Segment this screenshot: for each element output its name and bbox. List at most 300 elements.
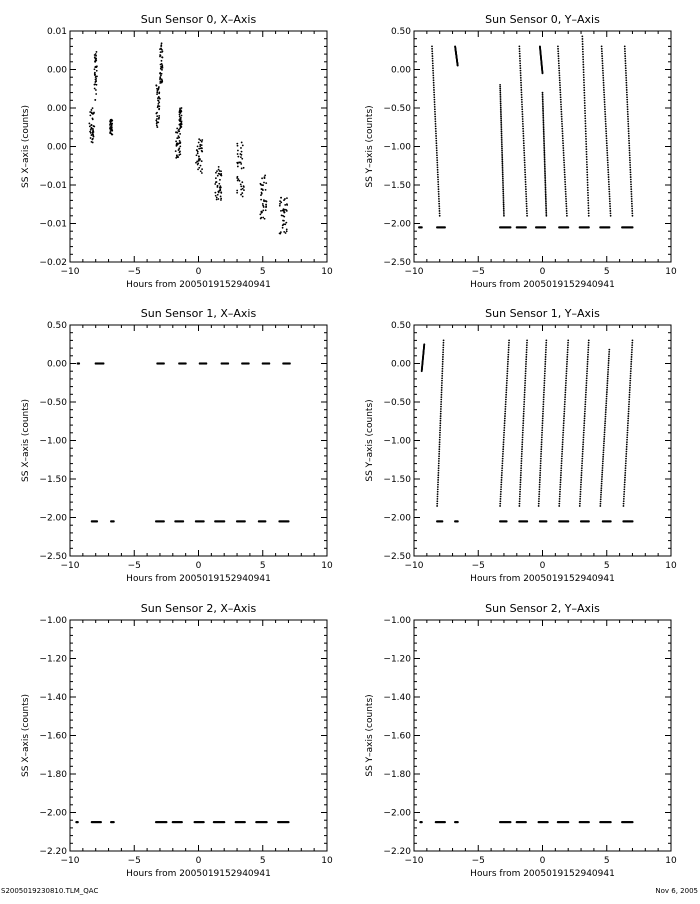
data-point [441, 370, 443, 372]
data-point [603, 96, 605, 98]
data-point [520, 79, 522, 81]
data-point [600, 496, 602, 498]
data-point [561, 453, 563, 455]
y-axis-label: SS Y–axis (counts) [365, 105, 375, 188]
data-point [588, 342, 590, 344]
y-tick-label: −2.50 [383, 258, 411, 268]
data-point [603, 438, 605, 440]
data-point [179, 114, 181, 116]
data-point [608, 353, 610, 355]
data-point [525, 198, 527, 200]
data-point [438, 208, 440, 210]
data-point [627, 118, 629, 120]
data-point [586, 166, 588, 168]
data-point [282, 227, 284, 229]
data-point [500, 491, 502, 493]
data-point [501, 134, 503, 136]
data-point [542, 403, 544, 405]
data-point [584, 403, 586, 405]
data-point [260, 217, 262, 219]
data-point [266, 201, 268, 203]
data-point [501, 136, 503, 138]
data-point [558, 503, 560, 505]
data-point [545, 189, 547, 191]
data-point [604, 418, 606, 420]
data-point [562, 441, 564, 443]
data-point [602, 72, 604, 74]
data-point [500, 97, 502, 99]
data-point [630, 179, 632, 181]
data-point [627, 420, 629, 422]
data-point [244, 821, 246, 823]
data-point [584, 418, 586, 420]
data-point [545, 356, 547, 358]
data-point [432, 60, 434, 62]
data-point [565, 380, 567, 382]
x-axis-label: Hours from 2005019152940941 [126, 574, 271, 584]
data-point [500, 120, 502, 122]
data-point [606, 152, 608, 154]
data-point [602, 458, 604, 460]
data-point [566, 358, 568, 360]
data-point [434, 104, 436, 106]
data-point [241, 151, 243, 153]
data-point [519, 503, 521, 505]
data-point [542, 104, 544, 106]
data-point [91, 124, 93, 126]
data-point [583, 79, 585, 81]
data-point [242, 196, 244, 198]
data-point [261, 177, 263, 179]
data-point [543, 127, 545, 129]
data-point [500, 127, 502, 129]
data-point [628, 140, 630, 142]
data-point [606, 150, 608, 152]
data-point [541, 439, 543, 441]
data-point [440, 415, 442, 417]
data-point [435, 125, 437, 127]
data-point [432, 55, 434, 57]
data-point [582, 453, 584, 455]
data-point [203, 520, 205, 522]
data-point [262, 203, 264, 205]
data-point [237, 145, 239, 147]
data-point [182, 520, 184, 522]
data-point [522, 133, 524, 135]
data-point [94, 99, 96, 101]
data-point [584, 105, 586, 107]
data-point [630, 368, 632, 370]
data-point [523, 401, 525, 403]
data-point [603, 79, 605, 81]
data-point [625, 467, 627, 469]
x-tick-label: 0 [539, 267, 546, 277]
data-point [113, 821, 115, 823]
data-point [583, 87, 585, 89]
data-point [586, 176, 588, 178]
data-point [559, 493, 561, 495]
data-point [504, 415, 506, 417]
data-point [220, 198, 222, 200]
data-point [584, 410, 586, 412]
data-point [545, 208, 547, 210]
data-point [561, 128, 563, 130]
data-point [443, 340, 445, 342]
data-point [440, 418, 442, 420]
data-point [542, 410, 544, 412]
data-point [586, 161, 588, 163]
data-point [439, 215, 441, 217]
data-point [625, 453, 627, 455]
data-point [214, 192, 216, 194]
data-point [587, 197, 589, 199]
data-point [178, 154, 180, 156]
data-point [158, 87, 160, 89]
data-point [607, 378, 609, 380]
data-point [580, 477, 582, 479]
data-point [557, 48, 559, 50]
data-point [199, 145, 201, 147]
data-point [631, 821, 633, 823]
data-point [500, 95, 502, 97]
data-point [566, 370, 568, 372]
data-point [438, 188, 440, 190]
data-point [502, 453, 504, 455]
data-point [178, 130, 180, 132]
data-point [240, 186, 242, 188]
x-tick-label: −5 [471, 561, 485, 571]
data-point [436, 500, 438, 502]
data-point [582, 444, 584, 446]
data-point [175, 140, 177, 142]
data-point [522, 128, 524, 130]
data-point [437, 479, 439, 481]
data-point [545, 344, 547, 346]
y-tick-label: −1.50 [383, 475, 411, 485]
data-point [543, 129, 545, 131]
data-point [241, 192, 243, 194]
data-point [435, 128, 437, 130]
data-point [583, 92, 585, 94]
data-point [433, 96, 435, 98]
data-point [560, 470, 562, 472]
data-point [628, 147, 630, 149]
data-point [439, 434, 441, 436]
data-point [434, 106, 436, 108]
data-point [505, 396, 507, 398]
data-point [526, 205, 528, 207]
data-point [626, 436, 628, 438]
y-tick-label: −1.40 [383, 693, 411, 703]
y-axis-label: SS Y–axis (counts) [365, 399, 375, 482]
data-point [607, 171, 609, 173]
data-point [283, 223, 285, 225]
data-point [442, 368, 444, 370]
data-point [603, 89, 605, 91]
data-point [504, 410, 506, 412]
data-point [201, 147, 203, 149]
y-tick-label: −1.00 [383, 436, 411, 447]
data-point [624, 481, 626, 483]
data-point [201, 168, 203, 170]
data-point [623, 493, 625, 495]
data-point [219, 187, 221, 189]
data-point [506, 384, 508, 386]
data-point [565, 387, 567, 389]
data-point [608, 226, 610, 228]
data-point [508, 344, 510, 346]
data-point [539, 479, 541, 481]
data-point [215, 195, 217, 197]
data-point [502, 191, 504, 193]
data-point [110, 133, 112, 135]
data-point [439, 212, 441, 214]
data-point [525, 186, 527, 188]
data-point [543, 401, 545, 403]
data-point [176, 145, 178, 147]
data-point [521, 453, 523, 455]
data-point [521, 108, 523, 110]
data-point [540, 455, 542, 457]
data-point [435, 135, 437, 137]
data-point [579, 500, 581, 502]
data-point [580, 493, 582, 495]
data-point [159, 82, 161, 84]
data-point [457, 821, 459, 823]
data-point [524, 159, 526, 161]
data-point [582, 38, 584, 40]
data-point [215, 181, 217, 183]
data-point [100, 821, 102, 823]
data-point [541, 436, 543, 438]
data-point [543, 152, 545, 154]
data-point [604, 113, 606, 115]
data-point [501, 157, 503, 159]
y-axis-label: SS X–axis (counts) [21, 399, 31, 482]
data-point [523, 399, 525, 401]
data-point [542, 106, 544, 108]
data-point [564, 396, 566, 398]
data-point [522, 420, 524, 422]
data-point [525, 363, 527, 365]
y-axis-label: SS X–axis (counts) [21, 694, 31, 777]
data-point [155, 113, 157, 115]
data-point [524, 389, 526, 391]
data-point [264, 218, 266, 220]
data-point [623, 491, 625, 493]
data-point [586, 370, 588, 372]
data-point [630, 370, 632, 372]
data-point [541, 432, 543, 434]
y-tick-label: −0.02 [39, 258, 67, 268]
data-point [440, 396, 442, 398]
data-point [588, 520, 590, 522]
data-point [435, 123, 437, 125]
data-point [540, 458, 542, 460]
data-point [542, 101, 544, 103]
data-point [523, 408, 525, 410]
data-point [539, 484, 541, 486]
data-point [544, 173, 546, 175]
data-point [609, 208, 611, 210]
data-point [562, 434, 564, 436]
data-point [438, 455, 440, 457]
data-point [502, 168, 504, 170]
data-point [243, 185, 245, 187]
data-point [542, 102, 544, 104]
data-point [560, 101, 562, 103]
data-point [565, 384, 567, 386]
data-point [567, 354, 569, 356]
data-point [522, 121, 524, 123]
data-point [625, 462, 627, 464]
data-point [434, 113, 436, 115]
data-point [519, 67, 521, 69]
data-point [96, 84, 98, 86]
data-point [608, 364, 610, 366]
data-point [519, 484, 521, 486]
data-point [260, 199, 262, 201]
data-point [280, 210, 282, 212]
data-point [586, 169, 588, 171]
data-point [286, 229, 288, 231]
data-point [624, 486, 626, 488]
data-point [631, 520, 633, 522]
data-point [539, 477, 541, 479]
data-point [286, 230, 288, 232]
data-point [431, 48, 433, 50]
chart-title: Sun Sensor 0, X–Axis [140, 13, 257, 26]
data-point [625, 455, 627, 457]
data-point [521, 458, 523, 460]
data-point [545, 520, 547, 522]
data-point [240, 161, 242, 163]
data-point [585, 130, 587, 132]
data-point [433, 87, 435, 89]
data-point [545, 358, 547, 360]
x-tick-label: −5 [127, 561, 141, 571]
data-point [543, 123, 545, 125]
data-point [565, 188, 567, 190]
data-point [604, 104, 606, 106]
data-point [503, 213, 505, 215]
data-point [159, 76, 161, 78]
data-point [504, 418, 506, 420]
data-point [562, 142, 564, 144]
data-point [91, 139, 93, 141]
data-point [501, 151, 503, 153]
data-point [601, 50, 603, 52]
x-tick-label: 5 [259, 561, 266, 571]
data-point [237, 163, 239, 165]
data-point [522, 116, 524, 118]
data-point [582, 451, 584, 453]
data-point [610, 520, 612, 522]
data-point [500, 105, 502, 107]
data-point [602, 467, 604, 469]
data-point [630, 183, 632, 185]
data-point [543, 125, 545, 127]
data-point [432, 67, 434, 69]
data-point [544, 380, 546, 382]
data-point [520, 481, 522, 483]
data-point [439, 436, 441, 438]
data-point [544, 174, 546, 176]
data-point [624, 484, 626, 486]
data-point [560, 108, 562, 110]
y-tick-label: 0.50 [390, 27, 411, 37]
data-point [519, 48, 521, 50]
data-point [440, 408, 442, 410]
data-point [442, 366, 444, 368]
data-point [260, 211, 262, 213]
data-point [501, 155, 503, 157]
data-point [524, 394, 526, 396]
data-point [545, 206, 547, 208]
data-point [435, 140, 437, 142]
data-point [442, 358, 444, 360]
data-point [499, 84, 501, 86]
data-point [629, 150, 631, 152]
x-axis-label: Hours from 2005019152940941 [470, 280, 615, 290]
data-point [500, 106, 502, 108]
data-point [542, 408, 544, 410]
data-point [563, 415, 565, 417]
data-point [585, 135, 587, 137]
data-point [524, 384, 526, 386]
data-point [631, 205, 633, 207]
data-point [558, 60, 560, 62]
data-point [564, 183, 566, 185]
data-point [95, 76, 97, 78]
data-point [265, 189, 267, 191]
data-point [525, 356, 527, 358]
data-point [158, 100, 160, 102]
data-point [601, 478, 603, 480]
data-point [541, 444, 543, 446]
data-point [524, 380, 526, 382]
data-point [560, 472, 562, 474]
data-point [631, 356, 633, 358]
data-point [559, 486, 561, 488]
data-point [178, 149, 180, 151]
data-point [630, 181, 632, 183]
data-point [580, 479, 582, 481]
data-point [605, 407, 607, 409]
data-point [499, 86, 501, 88]
y-tick-label: −1.50 [383, 181, 411, 191]
data-point [579, 498, 581, 500]
data-point [565, 191, 567, 193]
data-point [502, 166, 504, 168]
data-point [441, 392, 443, 394]
data-point [501, 477, 503, 479]
data-point [439, 446, 441, 448]
data-point [585, 392, 587, 394]
data-point [89, 125, 91, 127]
data-point [160, 48, 162, 50]
data-point [563, 157, 565, 159]
data-point [438, 203, 440, 205]
data-point [604, 434, 606, 436]
data-point [625, 458, 627, 460]
y-tick-label: 0.00 [390, 359, 411, 370]
data-point [542, 413, 544, 415]
data-point [565, 377, 567, 379]
data-point [90, 128, 92, 130]
data-point [604, 422, 606, 424]
data-point [500, 486, 502, 488]
